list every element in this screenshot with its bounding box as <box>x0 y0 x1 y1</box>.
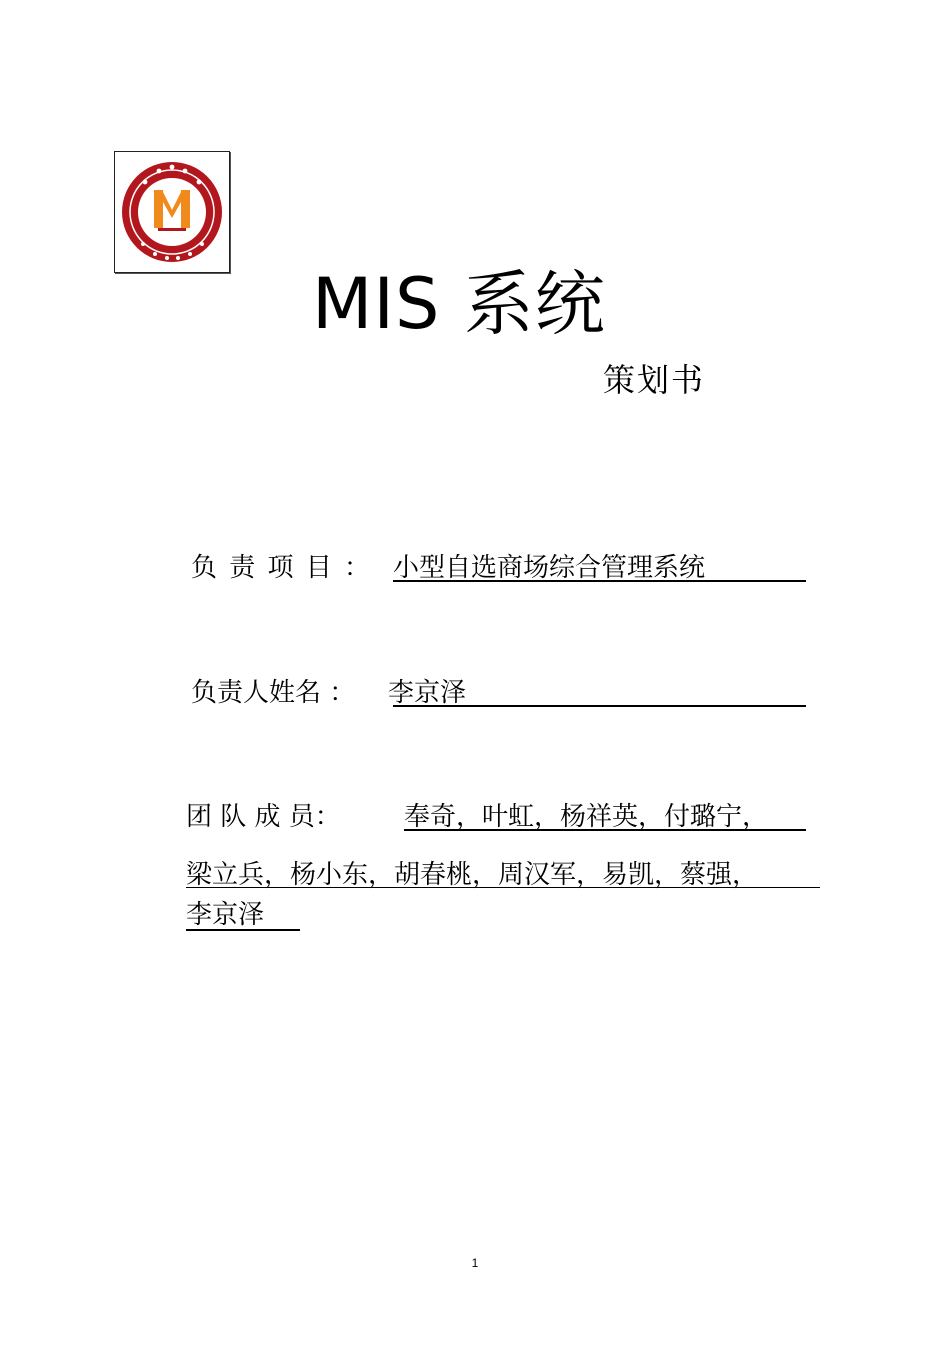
leader-underline <box>393 705 806 707</box>
school-seal-icon <box>115 152 229 272</box>
team-line-2: 梁立兵，杨小东，胡春桃，周汉军，易凯，蔡强， <box>186 860 759 890</box>
leader-label: 负责人姓名 ： <box>191 678 356 708</box>
team-label: 团 队 成 员： <box>186 802 341 832</box>
school-logo <box>114 151 230 273</box>
leader-value: 李京泽 <box>388 678 467 708</box>
project-underline <box>393 580 806 582</box>
team-underline-2 <box>186 887 820 888</box>
team-underline-1 <box>404 829 806 831</box>
project-value: 小型自选商场综合管理系统 <box>393 553 706 583</box>
team-line-3: 李京泽 <box>186 900 265 930</box>
team-line-1: 奉奇，叶虹，杨祥英，付璐宁， <box>404 802 769 832</box>
team-underline-3 <box>186 929 300 931</box>
project-label: 负 责 项 目 ： <box>191 553 373 583</box>
document-subtitle: 策划书 <box>603 361 706 399</box>
document-title: MIS 系统 <box>312 263 606 345</box>
page-number: 1 <box>471 1256 479 1270</box>
